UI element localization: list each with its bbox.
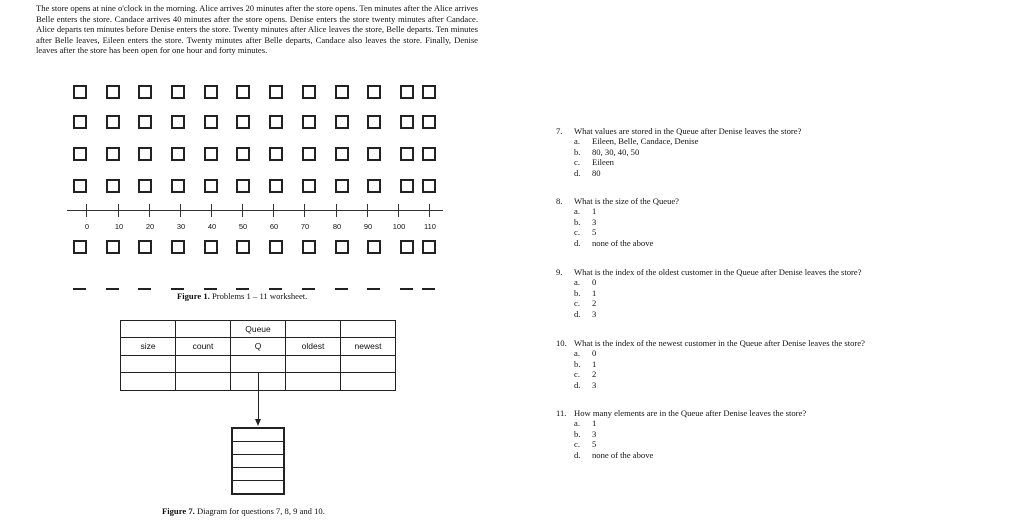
- option-text: none of the above: [592, 449, 654, 460]
- timeline-tick: [429, 204, 430, 217]
- worksheet-dash: [422, 288, 435, 290]
- worksheet-box: [73, 85, 87, 99]
- option-text: 1: [592, 358, 597, 369]
- worksheet-box: [302, 85, 316, 99]
- answer-option[interactable]: [556, 450, 996, 460]
- answer-option[interactable]: [556, 277, 996, 287]
- worksheet-box: [204, 147, 218, 161]
- array-cell: [233, 455, 283, 468]
- option-letter: c.: [574, 298, 580, 309]
- queue-header-row: [121, 338, 396, 356]
- worksheet-dash: [138, 288, 151, 290]
- worksheet-box: [106, 147, 120, 161]
- worksheet-box: [236, 240, 250, 254]
- worksheet-dash: [335, 288, 348, 290]
- answer-option[interactable]: [556, 288, 996, 298]
- timeline-tick: [242, 204, 243, 217]
- option-letter: d.: [574, 379, 581, 390]
- timeline-tick-label: 30: [176, 222, 186, 231]
- answer-option[interactable]: [556, 359, 996, 369]
- worksheet-dash: [236, 288, 249, 290]
- worksheet-box: [269, 147, 283, 161]
- worksheet-box: [106, 240, 120, 254]
- option-text: 0: [592, 277, 597, 288]
- timeline-tick: [336, 204, 337, 217]
- question-text: What is the size of the Queue?: [574, 196, 679, 206]
- timeline-tick: [180, 204, 181, 217]
- worksheet-box: [171, 85, 185, 99]
- timeline-tick: [86, 204, 87, 217]
- option-letter: d.: [574, 308, 581, 319]
- question-number: 9.: [556, 267, 563, 277]
- question-text: How many elements are in the Queue after Denise leaves the store?: [574, 408, 807, 418]
- worksheet-box: [269, 85, 283, 99]
- option-text: 2: [592, 298, 597, 309]
- worksheet-box: [106, 179, 120, 193]
- worksheet-box: [73, 115, 87, 129]
- array-cell: [233, 481, 283, 493]
- worksheet-box: [335, 147, 349, 161]
- array-cell: [233, 429, 283, 442]
- worksheet-box: [204, 240, 218, 254]
- worksheet-box: [335, 240, 349, 254]
- answer-option[interactable]: [556, 238, 996, 248]
- question-number: 10.: [556, 338, 567, 348]
- worksheet-box: [422, 85, 436, 99]
- answer-option[interactable]: [556, 206, 996, 216]
- question-11: [556, 408, 996, 460]
- col-oldest: oldest: [286, 338, 341, 356]
- array-cell: [233, 468, 283, 481]
- option-letter: a.: [574, 136, 580, 147]
- answer-option[interactable]: [556, 429, 996, 439]
- worksheet-box: [138, 147, 152, 161]
- worksheet-dash: [171, 288, 184, 290]
- worksheet-dash: [302, 288, 315, 290]
- col-q: Q: [231, 338, 286, 356]
- queue-title: Queue: [231, 321, 286, 338]
- worksheet-box: [204, 179, 218, 193]
- worksheet-box: [171, 115, 185, 129]
- worksheet-box: [400, 240, 414, 254]
- answer-option[interactable]: [556, 157, 996, 167]
- worksheet-box: [269, 179, 283, 193]
- answer-option[interactable]: [556, 227, 996, 237]
- worksheet-box: [422, 179, 436, 193]
- answer-option[interactable]: [556, 147, 996, 157]
- timeline-tick: [118, 204, 119, 217]
- option-text: none of the above: [592, 237, 654, 248]
- option-text: 3: [592, 428, 597, 439]
- option-text: 3: [592, 216, 597, 227]
- worksheet-box: [367, 147, 381, 161]
- timeline-tick-label: 10: [114, 222, 124, 231]
- timeline-tick-label: 110: [424, 222, 436, 231]
- worksheet-box: [106, 85, 120, 99]
- question-text: What values are stored in the Queue after Denise leaves the store?: [574, 126, 802, 136]
- timeline-tick-label: 50: [238, 222, 248, 231]
- worksheet-box: [138, 240, 152, 254]
- worksheet-box: [367, 85, 381, 99]
- option-letter: c.: [574, 227, 580, 238]
- timeline-tick-label: 60: [269, 222, 279, 231]
- option-letter: c.: [574, 369, 580, 380]
- worksheet-box: [335, 85, 349, 99]
- worksheet-box: [422, 147, 436, 161]
- question-number: 7.: [556, 126, 563, 136]
- worksheet-box: [400, 115, 414, 129]
- question-number: 11.: [556, 408, 567, 418]
- figure1-label: Figure 1.: [177, 291, 210, 301]
- option-letter: d.: [574, 449, 581, 460]
- timeline-tick-label: 40: [207, 222, 217, 231]
- question-9: [556, 267, 996, 319]
- worksheet-box: [171, 240, 185, 254]
- option-letter: b.: [574, 358, 581, 369]
- timeline-tick: [273, 204, 274, 217]
- timeline-tick: [304, 204, 305, 217]
- answer-option[interactable]: [556, 439, 996, 449]
- worksheet-box: [335, 179, 349, 193]
- answer-option[interactable]: [556, 136, 996, 146]
- worksheet-box: [367, 240, 381, 254]
- option-text: Eileen, Belle, Candace, Denise: [592, 136, 699, 147]
- queue-pointer-arrowhead: [255, 419, 261, 426]
- worksheet-box: [422, 115, 436, 129]
- option-letter: b.: [574, 216, 581, 227]
- worksheet-box: [171, 147, 185, 161]
- worksheet-box: [400, 85, 414, 99]
- option-text: 3: [592, 308, 597, 319]
- col-size: size: [121, 338, 176, 356]
- worksheet-box: [302, 147, 316, 161]
- option-text: 5: [592, 439, 597, 450]
- worksheet-box: [367, 179, 381, 193]
- worksheet-box: [73, 147, 87, 161]
- option-letter: a.: [574, 206, 580, 217]
- worksheet-box: [367, 115, 381, 129]
- timeline-tick-label: 70: [300, 222, 310, 231]
- worksheet-box: [400, 147, 414, 161]
- worksheet-box: [422, 240, 436, 254]
- worksheet-box: [73, 240, 87, 254]
- array-cell: [233, 442, 283, 455]
- worksheet-box: [269, 240, 283, 254]
- timeline-axis: [67, 210, 443, 211]
- question-stem: [556, 196, 996, 206]
- option-text: 1: [592, 287, 597, 298]
- answer-option[interactable]: [556, 418, 996, 428]
- worksheet-box: [302, 240, 316, 254]
- question-7: [556, 126, 996, 178]
- figure7-text: Diagram for questions 7, 8, 9 and 10.: [196, 506, 325, 516]
- worksheet-box: [204, 85, 218, 99]
- col-newest: newest: [341, 338, 396, 356]
- question-stem: [556, 408, 996, 418]
- answer-option[interactable]: [556, 168, 996, 178]
- answer-option[interactable]: [556, 348, 996, 358]
- option-letter: b.: [574, 287, 581, 298]
- answer-option[interactable]: [556, 309, 996, 319]
- option-letter: d.: [574, 237, 581, 248]
- timeline-tick: [398, 204, 399, 217]
- option-letter: a.: [574, 277, 580, 288]
- worksheet-dash: [73, 288, 86, 290]
- option-text: 3: [592, 379, 597, 390]
- option-text: Eileen: [592, 157, 614, 168]
- option-letter: a.: [574, 418, 580, 429]
- timeline-tick-label: 0: [84, 222, 90, 231]
- timeline-tick-label: 20: [145, 222, 155, 231]
- queue-blank-row: [121, 355, 396, 373]
- answer-option[interactable]: [556, 298, 996, 308]
- option-text: 2: [592, 369, 597, 380]
- option-letter: b.: [574, 428, 581, 439]
- worksheet-dash: [367, 288, 380, 290]
- option-text: 80: [592, 167, 601, 178]
- option-letter: b.: [574, 146, 581, 157]
- worksheet-box: [138, 115, 152, 129]
- question-text: What is the index of the oldest customer in the Queue after Denise leaves the store?: [574, 267, 862, 277]
- answer-option[interactable]: [556, 217, 996, 227]
- worksheet-box: [138, 179, 152, 193]
- worksheet-box: [302, 179, 316, 193]
- question-stem: [556, 126, 996, 136]
- worksheet-box: [236, 147, 250, 161]
- timeline-tick: [211, 204, 212, 217]
- question-8: [556, 196, 996, 248]
- worksheet-box: [335, 115, 349, 129]
- timeline-tick: [149, 204, 150, 217]
- queue-pointer-line: [258, 373, 259, 421]
- answer-option[interactable]: [556, 380, 996, 390]
- worksheet-box: [236, 85, 250, 99]
- worksheet-dash: [204, 288, 217, 290]
- queue-array: [231, 427, 285, 495]
- worksheet-box: [236, 179, 250, 193]
- worksheet-dash: [106, 288, 119, 290]
- timeline-tick-label: 100: [392, 222, 406, 231]
- timeline-tick: [367, 204, 368, 217]
- worksheet-box: [302, 115, 316, 129]
- intro-paragraph: The store opens at nine o'clock in the morning. Alice arrives 20 minutes after the store opens. Ten minutes after the Alice arrives Belle enters the store. Candace arrives 40 minutes after the store opens. Denise enters the store twenty minutes after Candace. Alice departs ten minutes before Denise enters the store. Twenty minutes after Alice leaves the store, Belle departs. Ten minutes after Belle leaves, Eileen enters the store. Twenty minutes after Belle departs, Candace also leaves the store. Finally, Denise leaves after the store has been open for one hour and forty minutes.: [36, 3, 478, 56]
- question-stem: [556, 267, 996, 277]
- option-letter: d.: [574, 167, 581, 178]
- answer-option[interactable]: [556, 369, 996, 379]
- figure7-label: Figure 7.: [162, 506, 195, 516]
- option-letter: c.: [574, 157, 580, 168]
- option-text: 0: [592, 348, 597, 359]
- worksheet-dash: [400, 288, 413, 290]
- option-letter: c.: [574, 439, 580, 450]
- figure1-caption: [177, 291, 307, 301]
- worksheet-box: [236, 115, 250, 129]
- timeline-tick-label: 90: [363, 222, 373, 231]
- worksheet-box: [171, 179, 185, 193]
- worksheet-box: [400, 179, 414, 193]
- worksheet-box: [204, 115, 218, 129]
- question-text: What is the index of the newest customer in the Queue after Denise leaves the store?: [574, 338, 865, 348]
- option-text: 1: [592, 418, 597, 429]
- option-text: 1: [592, 206, 597, 217]
- question-stem: [556, 338, 996, 348]
- col-count: count: [176, 338, 231, 356]
- option-letter: a.: [574, 348, 580, 359]
- worksheet-box: [269, 115, 283, 129]
- figure7-caption: [162, 506, 325, 516]
- option-text: 5: [592, 227, 597, 238]
- question-number: 8.: [556, 196, 563, 206]
- question-10: [556, 338, 996, 390]
- worksheet-box: [106, 115, 120, 129]
- worksheet-dash: [269, 288, 282, 290]
- timeline-tick-label: 80: [332, 222, 342, 231]
- worksheet-box: [138, 85, 152, 99]
- option-text: 80, 30, 40, 50: [592, 146, 640, 157]
- figure1-text: Problems 1 – 11 worksheet.: [211, 291, 308, 301]
- worksheet-box: [73, 179, 87, 193]
